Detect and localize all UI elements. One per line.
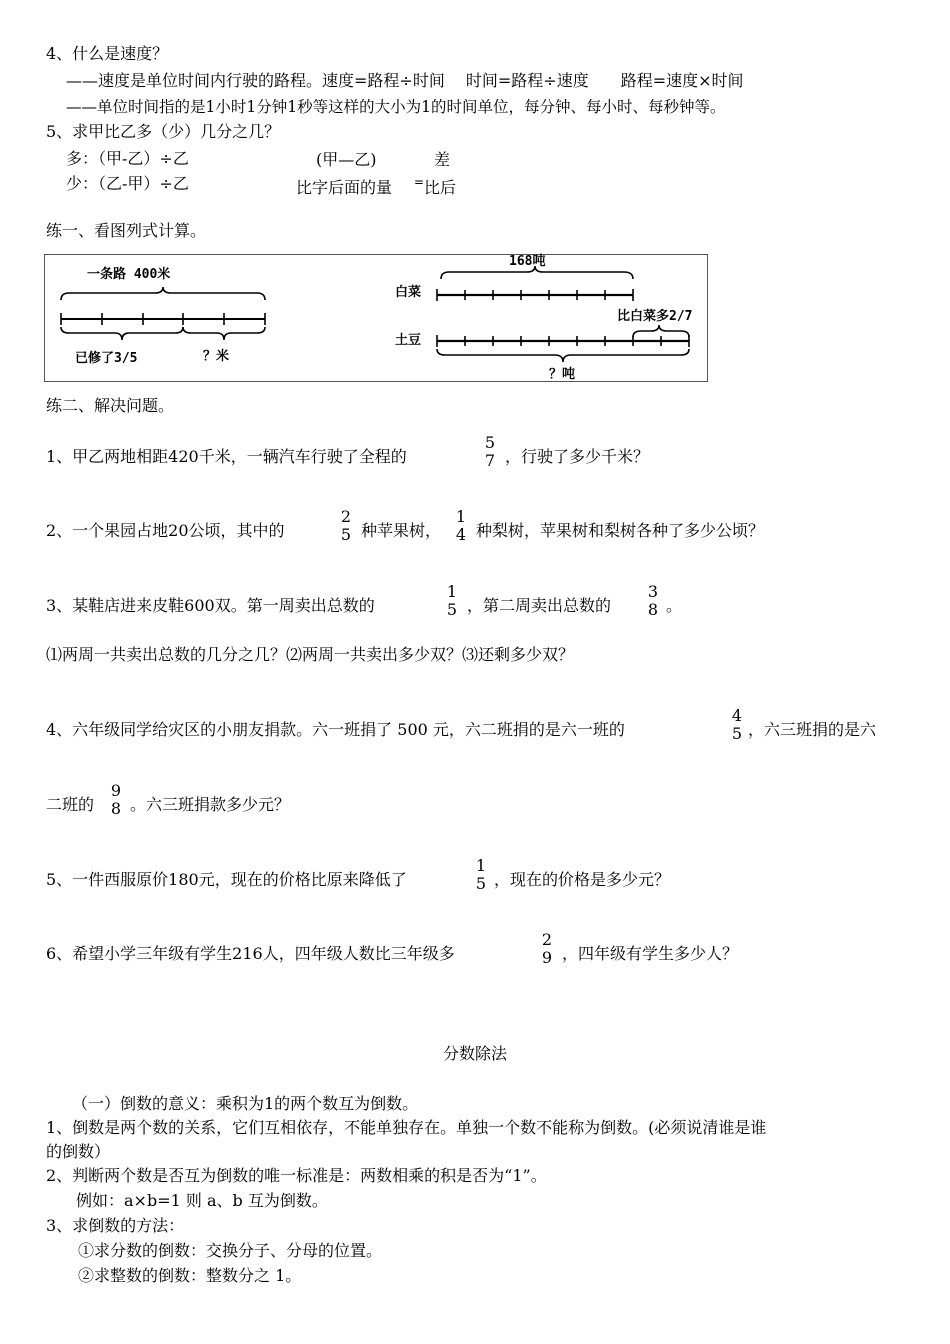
speed-question: 4、什么是速度？: [46, 44, 169, 63]
denominator: 9: [541, 948, 553, 967]
formula-equals: =: [414, 175, 425, 189]
speed-definition: ——速度是单位时间内行驶的路程。速度=路程÷时间 时间=路程÷速度 路程=速度×时间: [66, 71, 744, 90]
reciprocal-method-fraction: ①求分数的倒数：交换分子、分母的位置。: [78, 1241, 383, 1260]
problem4-text-mid: ，六三班捐的是六: [748, 720, 877, 739]
denominator: 7: [484, 451, 496, 470]
practice1-title: 练一、看图列式计算。: [46, 221, 207, 240]
numerator: 1: [446, 582, 458, 601]
problem1-text-post: ，行驶了多少千米？: [505, 447, 650, 466]
denominator: 5: [340, 525, 352, 544]
problem3-text-post: 。: [666, 596, 683, 615]
more-fraction-label: 比白菜多2/7: [617, 309, 693, 324]
reciprocal-example: 例如：a×b=1 则 a、b 互为倒数。: [76, 1191, 328, 1210]
problem2-text-post: 种梨树，苹果树和梨树各种了多少公顷？: [476, 521, 765, 540]
numerator: 5: [484, 433, 496, 452]
road-length-label: 一条路 400米: [87, 267, 171, 282]
problem2-text-pre: 2、一个果园占地20公顷，其中的: [46, 521, 285, 540]
potato-total-brace: [437, 349, 689, 362]
reciprocal-method-integer: ②求整数的倒数：整数分之 1。: [78, 1266, 302, 1285]
denominator: 8: [110, 799, 122, 818]
numerator: 2: [340, 507, 352, 526]
fraction: [109, 782, 123, 818]
reciprocal-item1-line1: 1、倒数是两个数的关系，它们互相依存，不能单独存在。单独一个数不能称为倒数。(必须说清谁是谁: [46, 1118, 767, 1137]
problem4-text-post: 。六三班捐款多少元？: [130, 795, 291, 814]
denominator: 5: [731, 724, 743, 743]
problem4-line2-pre: 二班的: [46, 795, 95, 814]
numerator: 9: [110, 781, 122, 800]
practice2-title: 练二、解决问题。: [46, 396, 175, 415]
denominator: 8: [647, 600, 659, 619]
numerator: 4: [731, 706, 743, 725]
fraction: [646, 583, 660, 619]
reciprocal-item1-line2: 的倒数）: [46, 1142, 111, 1161]
problem3-text-mid: ，第二周卖出总数的: [467, 596, 612, 615]
numerator: 1: [475, 856, 487, 875]
repaired-brace: [61, 327, 183, 340]
fraction: [730, 707, 744, 743]
formula-after-bi: 比后: [424, 178, 457, 197]
denominator: 5: [475, 874, 487, 893]
remaining-label: ？米: [203, 349, 230, 364]
remaining-brace: [183, 327, 265, 340]
reciprocal-item2: 2、判断两个数是否互为倒数的唯一标准是：两数相乘的积是否为“1”。: [46, 1166, 547, 1185]
repaired-label: 已修了3/5: [75, 351, 138, 366]
problem6-text-post: ，四年级有学生多少人？: [562, 944, 739, 963]
fraction: [454, 508, 468, 544]
potato-unknown-label: ？吨: [549, 367, 576, 382]
fraction: [445, 583, 459, 619]
cabbage-amount-label: 168吨: [509, 254, 546, 269]
formula-difference: 差: [434, 150, 451, 169]
potato-label: 土豆: [395, 333, 422, 348]
practice1-figure: [44, 254, 708, 382]
road-total-brace: [61, 287, 265, 300]
more-less-question: 5、求甲比乙多（少）几分之几？: [46, 122, 281, 141]
numerator: 3: [647, 582, 659, 601]
division-title: 分数除法: [442, 1044, 507, 1063]
time-unit-note: ——单位时间指的是1小时1分钟1秒等这样的大小为1的时间单位，每分钟、每小时、每秒钟等。: [66, 98, 726, 116]
reciprocal-item3: 3、求倒数的方法：: [46, 1216, 185, 1235]
fraction: [483, 434, 497, 470]
problem5-text-pre: 5、一件西服原价180元，现在的价格比原来降低了: [46, 870, 407, 889]
problem3-text-pre: 3、某鞋店进来皮鞋600双。第一周卖出总数的: [46, 596, 375, 615]
formula-denominator: 比字后面的量: [296, 178, 393, 197]
problem5-text-post: ，现在的价格是多少元？: [494, 870, 671, 889]
problem2-text-mid: 种苹果树，: [361, 521, 442, 540]
problem1-text-pre: 1、甲乙两地相距420千米，一辆汽车行驶了全程的: [46, 447, 407, 466]
formula-numerator: (甲—乙): [316, 150, 377, 169]
fraction: [540, 931, 554, 967]
fraction: [474, 857, 488, 893]
denominator: 5: [446, 600, 458, 619]
problem3-subquestions: ⑴两周一共卖出总数的几分之几？⑵两周一共卖出多少双？⑶还剩多少双？: [46, 645, 575, 664]
fraction: [339, 508, 353, 544]
numerator: 2: [541, 930, 553, 949]
reciprocal-definition: （一）倒数的意义：乘积为1的两个数互为倒数。: [72, 1094, 419, 1113]
cabbage-label: 白菜: [395, 285, 422, 300]
more-formula: 多：（甲-乙）÷乙: [66, 149, 189, 168]
denominator: 4: [455, 525, 467, 544]
problem6-text-pre: 6、希望小学三年级有学生216人，四年级人数比三年级多: [46, 944, 455, 963]
less-formula: 少：（乙-甲）÷乙: [66, 174, 189, 193]
numerator: 1: [455, 507, 467, 526]
road-diagram: [61, 287, 265, 340]
problem4-text-pre: 4、六年级同学给灾区的小朋友捐款。六一班捐了 500 元，六二班捐的是六一班的: [46, 720, 625, 739]
